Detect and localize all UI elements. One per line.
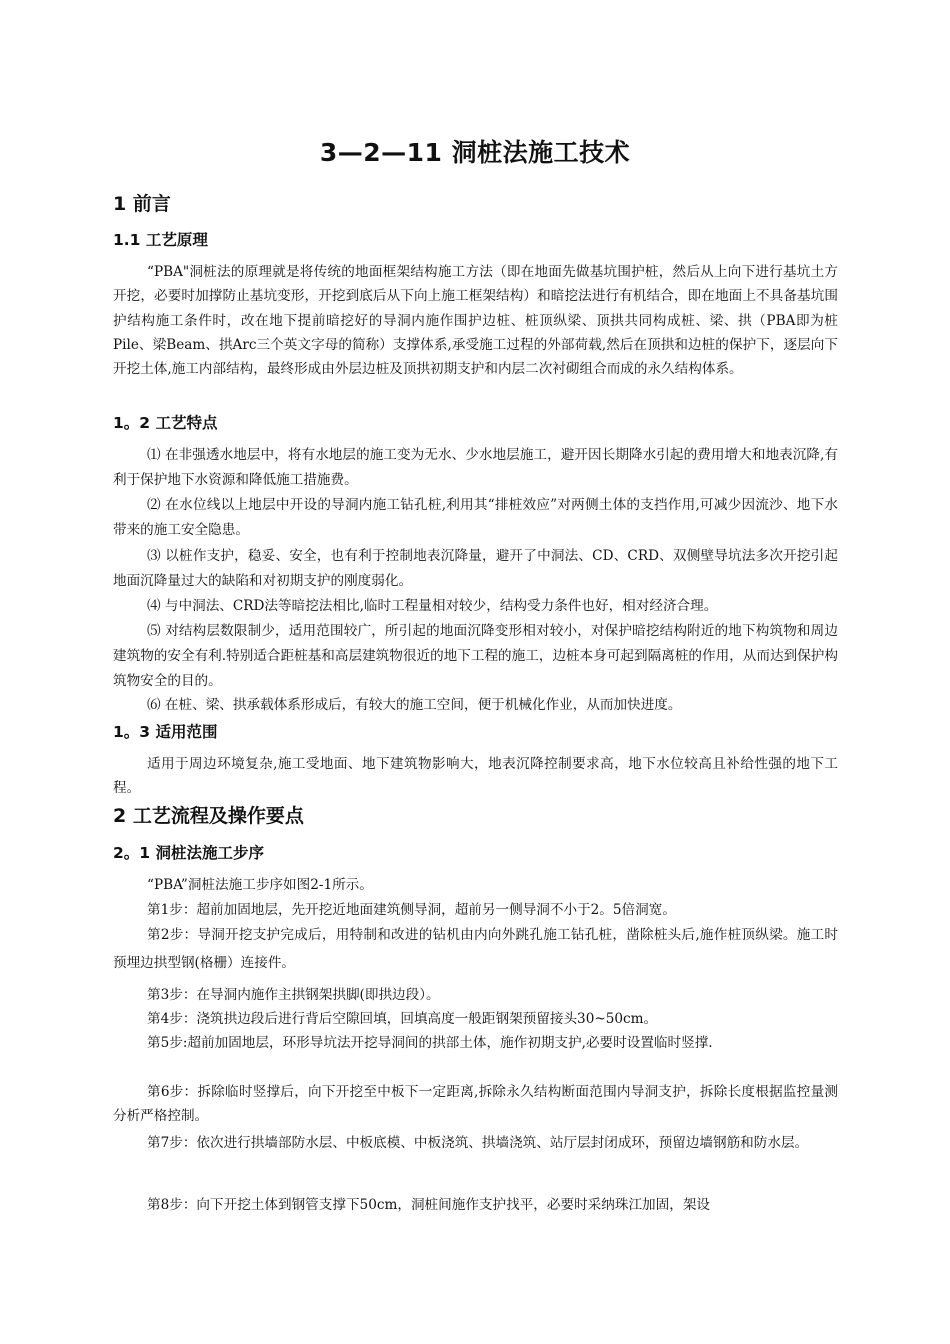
section-1-3-paragraph: 适用于周边环境复杂,施工受地面、地下建筑物影响大，地表沉降控制要求高，地下水位较高且补给性强的地下工程。 bbox=[113, 756, 838, 797]
feature-item: ⑶ 以桩作支护，稳妥、安全，也有利于控制地表沉降量，避开了中洞法、CD、CRD、双侧壁导坑法多次开挖引起地面沉降量过大的缺陷和对初期支护的刚度弱化。 bbox=[113, 548, 838, 589]
feature-item: ⑷ 与中洞法、CRD法等暗挖法相比,临时工程量相对较少，结构受力条件也好，相对经济合理。 bbox=[147, 598, 718, 614]
feature-item: ⑵ 在水位线以上地层中开设的导洞内施工钻孔桩,利用其“排桩效应”对两侧土体的支挡作用,可减少因流沙、地下水带来的施工安全隐患。 bbox=[113, 497, 838, 538]
section-1-3-heading: 1。3 适用范围 bbox=[113, 723, 218, 741]
step-item: 第3步：在导洞内施作主拱钢架拱脚(即拱边段）。 bbox=[147, 987, 440, 1003]
step-item: 第7步：依次进行拱墙部防水层、中板底模、中板浇筑、拱墙浇筑、站厅层封闭成环，预留边墙钢筋和防水层。 bbox=[147, 1135, 809, 1151]
feature-item: ⑴ 在非强透水地层中，将有水地层的施工变为无水、少水地层施工，避开因长期降水引起的费用增大和地表沉降,有利于保护地下水资源和降低施工措施费。 bbox=[113, 447, 838, 488]
section-2-heading: 2 工艺流程及操作要点 bbox=[113, 805, 304, 827]
section-2-1-heading: 2。1 洞桩法施工步序 bbox=[113, 844, 264, 862]
section-1-2-heading: 1。2 工艺特点 bbox=[113, 414, 218, 432]
step-item: 第2步：导洞开挖支护完成后，用特制和改进的钻机由内向外跳孔施工钻孔桩，凿除桩头后,施作桩顶纵梁。施工时预埋边拱型钢(格栅）连接件。 bbox=[113, 927, 838, 971]
feature-item: ⑸ 对结构层数限制少，适用范围较广，所引起的地面沉降变形相对较小，对保护暗挖结构附近的地下构筑物和周边建筑物的安全有利.特别适合距桩基和高层建筑物很近的地下工程的施工，边桩本身可起到隔离桩的作用，从而达到保护构筑物安全的目的。 bbox=[113, 623, 838, 689]
step-item: 第8步：向下开挖土体到钢管支撑下50cm，洞桩间施作支护找平，必要时采纳珠江加固，架设 bbox=[147, 1197, 711, 1213]
step-item: 第6步：拆除临时竖撑后，向下开挖至中板下一定距离,拆除永久结构断面范围内导洞支护，拆除长度根据监控量测分析严格控制。 bbox=[113, 1084, 838, 1125]
step-item: 第5步:超前加固地层，环形导坑法开挖导洞间的拱部土体，施作初期支护,必要时设置临时竖撑. bbox=[147, 1035, 713, 1051]
feature-item: ⑹ 在桩、梁、拱承载体系形成后，有较大的施工空间，便于机械化作业，从而加快进度。 bbox=[147, 697, 682, 713]
document-title: 3—2—11 洞桩法施工技术 bbox=[319, 138, 631, 167]
step-item: “PBA”洞桩法施工步序如图2-1所示。 bbox=[147, 877, 373, 893]
section-1-heading: 1 前言 bbox=[113, 193, 171, 215]
section-1-1-heading: 1.1 工艺原理 bbox=[113, 231, 208, 249]
step-item: 第1步：超前加固地层，先开挖近地面建筑侧导洞，超前另一侧导洞不小于2。5倍洞宽。 bbox=[147, 902, 676, 918]
step-item: 第4步：浇筑拱边段后进行背后空隙回填，回填高度一般距钢架预留接头30~50cm。 bbox=[147, 1011, 658, 1027]
section-1-1-paragraph: “PBA"洞桩法的原理就是将传统的地面框架结构施工方法（即在地面先做基坑围护桩，然后从上向下进行基坑土方开挖，必要时加撑防止基坑变形，开挖到底后从下向上施工框架结构）和暗挖法进行有机结合，即在地面上不具备基坑围护结构施工条件时，改在地下提前暗挖好的导洞内施作围护边桩、桩顶纵梁、顶拱共同构成桩、梁、拱（PBA即为桩Pile、梁Beam、拱Arc三个英文字母的简称）支撑体系,承受施工过程的外部荷载,然后在顶拱和边桩的保护下，逐层向下开挖土体,施工内部结构，最终形成由外层边桩及顶拱初期支护和内层二次衬砌组合而成的永久结构体系。 bbox=[113, 264, 838, 378]
